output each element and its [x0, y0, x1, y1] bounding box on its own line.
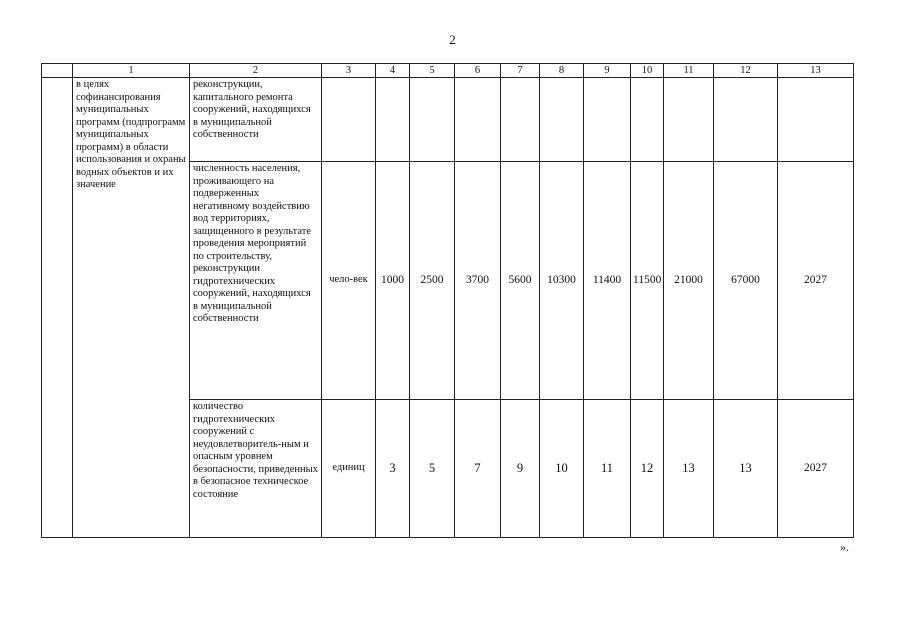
value-cell: 67000: [714, 162, 778, 400]
header-cell: 8: [540, 64, 584, 78]
indicator-cell: реконструкции, капитального ремонта сооружений, находящихся в муниципальной собственности: [190, 78, 322, 162]
year-cell: [778, 78, 854, 162]
indicator-cell: количество гидротехнических сооружений с неудовлетворитель-ным и опасным уровнем безопасности, приведенных в безопасное техническое состояние: [190, 400, 322, 538]
value-cell: [540, 78, 584, 162]
header-cell: 2: [190, 64, 322, 78]
value-cell: 21000: [664, 162, 714, 400]
value-cell: 10: [540, 400, 584, 538]
value-cell: 1000: [376, 162, 410, 400]
value-cell: 7: [455, 400, 501, 538]
value-cell: [714, 78, 778, 162]
value-cell: 2500: [410, 162, 455, 400]
header-row: [42, 64, 854, 78]
unit-cell: единиц: [322, 400, 376, 538]
header-cell: 12: [714, 64, 778, 78]
value-cell: 3: [376, 400, 410, 538]
header-cell: 7: [501, 64, 540, 78]
value-cell: 5: [410, 400, 455, 538]
value-cell: 12: [631, 400, 664, 538]
header-cell: 5: [410, 64, 455, 78]
value-cell: [410, 78, 455, 162]
value-cell: [631, 78, 664, 162]
header-cell: 3: [322, 64, 376, 78]
value-cell: 3700: [455, 162, 501, 400]
blank-cell: [42, 78, 73, 538]
value-cell: 13: [664, 400, 714, 538]
year-cell: 2027: [778, 162, 854, 400]
table-row: [42, 78, 854, 162]
value-cell: 11400: [584, 162, 631, 400]
value-cell: [584, 78, 631, 162]
header-cell-blank: [42, 64, 73, 78]
year-cell: 2027: [778, 400, 854, 538]
header-cell: 13: [778, 64, 854, 78]
value-cell: 9: [501, 400, 540, 538]
value-cell: 10300: [540, 162, 584, 400]
indicator-cell: численность населения, проживающего на подверженных негативному воздействию вод территориях, защищенного в результате проведения мероприятий по строительству, реконструкции гидротехнических сооружений, находящихся в муниципальной собственности: [190, 162, 322, 400]
header-cell: 9: [584, 64, 631, 78]
unit-cell: [322, 78, 376, 162]
value-cell: 11: [584, 400, 631, 538]
page-number: 2: [449, 32, 456, 47]
value-cell: [455, 78, 501, 162]
indicator-table: [41, 63, 854, 538]
value-cell: [376, 78, 410, 162]
value-cell: 11500: [631, 162, 664, 400]
purpose-cell: в целях софинансирования муниципальных программ (подпрограмм муниципальных программ) в области использования и охраны водных объектов и их значение: [73, 78, 190, 538]
closing-quote-mark: ».: [840, 540, 849, 554]
header-cell: 1: [73, 64, 190, 78]
value-cell: [664, 78, 714, 162]
value-cell: 5600: [501, 162, 540, 400]
header-cell: 11: [664, 64, 714, 78]
value-cell: [501, 78, 540, 162]
header-cell: 10: [631, 64, 664, 78]
unit-cell: чело-век: [322, 162, 376, 400]
header-cell: 6: [455, 64, 501, 78]
value-cell: 13: [714, 400, 778, 538]
header-cell: 4: [376, 64, 410, 78]
